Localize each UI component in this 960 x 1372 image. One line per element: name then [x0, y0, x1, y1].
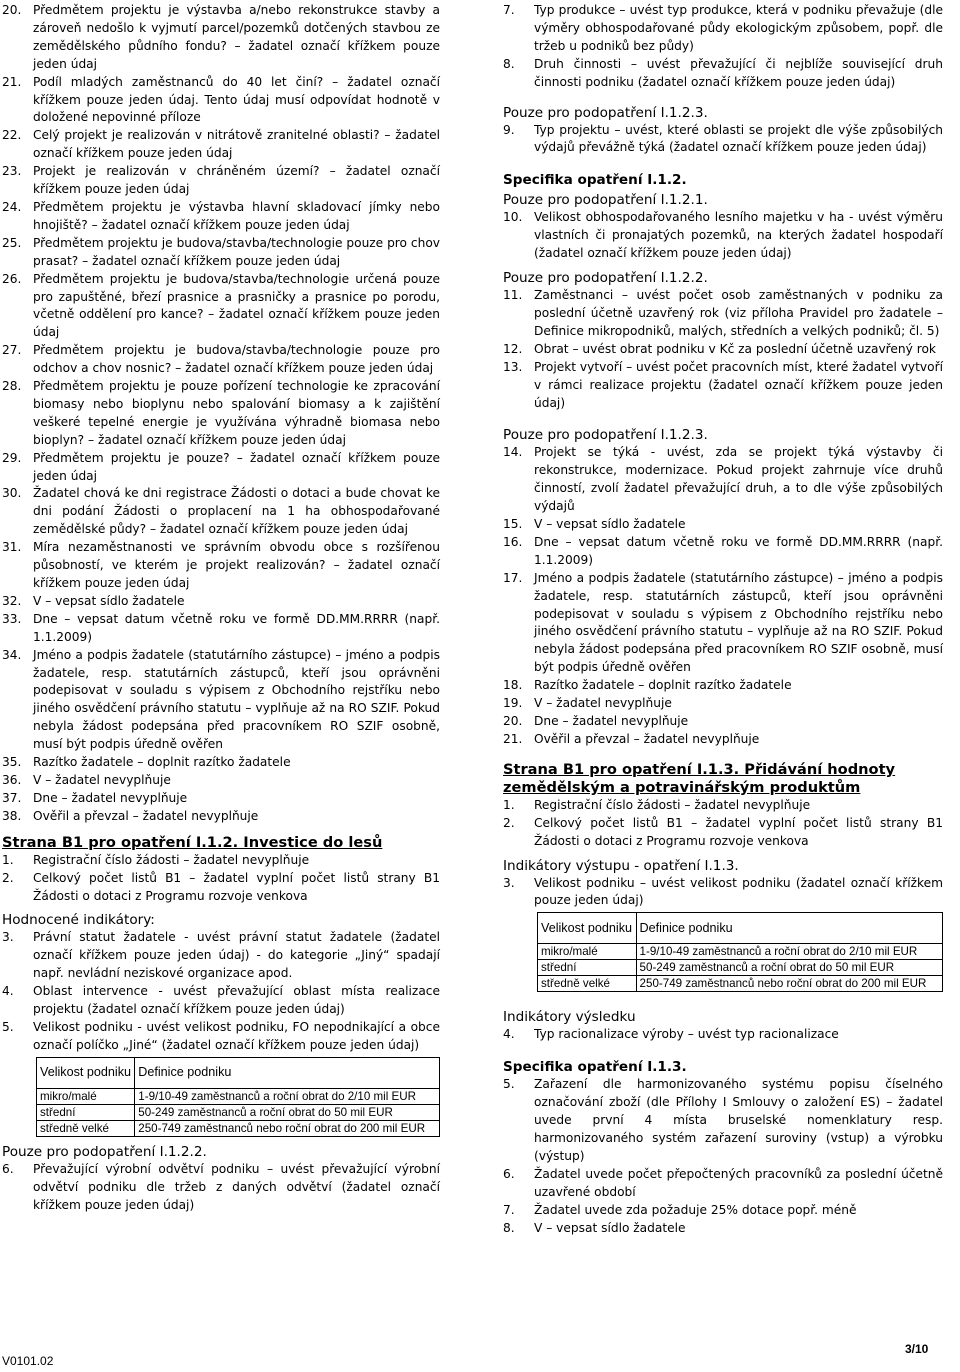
- item-text: Celý projekt je realizován v nitrátově zranitelné oblasti? – žadatel označí křížkem pouze jeden údaj: [33, 128, 440, 161]
- item-number: 7.: [503, 1202, 515, 1217]
- item-text: V – žadatel nevyplňuje: [534, 696, 672, 711]
- item-number: 9.: [503, 122, 515, 137]
- item-text: Velikost podniku – uvést velikost podniku (žadatel označí křížkem pouze jeden údaj): [534, 875, 943, 908]
- item-number: 6.: [2, 1161, 14, 1176]
- list-item: [2, 163, 440, 199]
- item-number: 16.: [503, 534, 523, 549]
- item-number: 4.: [2, 984, 14, 999]
- item-text: Předmětem projektu je budova/stavba/technologie pouze pro odchov a chov nosnic? – žadatel označí křížkem pouze jeden údaj: [33, 343, 440, 376]
- subheading-hodnocene: Hodnocené indikátory:: [2, 912, 155, 929]
- item-number: 27.: [2, 343, 22, 358]
- table-row: střední 50-249 zaměstnanců a roční obrat do 50 mil EUR: [538, 960, 943, 976]
- list-item: [503, 1220, 943, 1238]
- item-number: 33.: [2, 611, 22, 626]
- item-text: V – vepsat sídlo žadatele: [33, 593, 185, 608]
- subheading-1223: Pouze pro podopatření I.1.2.3.: [503, 104, 708, 121]
- item-number: 8.: [503, 56, 515, 71]
- list-item: [2, 74, 440, 128]
- item-text: V – vepsat sídlo žadatele: [534, 1220, 686, 1235]
- item-text: Ověřil a převzal – žadatel nevyplňuje: [534, 731, 760, 746]
- list-item: [2, 199, 440, 235]
- list-item: [2, 983, 440, 1019]
- page-number: 3/10: [905, 1342, 929, 1356]
- item-text: Celkový počet listů B1 – žadatel vyplní počet listů strany B1 Žádosti o dotaci z Programu rozvoje venkova: [33, 870, 440, 903]
- item-text: Druh činnosti – uvést převažující či nejblíže související druh činnosti podniku (žadatel označí křížkem pouze jeden údaj): [534, 56, 943, 89]
- item-number: 12.: [503, 341, 523, 356]
- item-text: Projekt se týká - uvést, zda se projekt týká výstavby či rekonstrukce, modernizace. Pokud projekt zahrnuje více druhů činností, zvolí žadatel převažující druh, a to dle výše způsobilých výdajů: [534, 445, 943, 514]
- item-text: Celkový počet listů B1 – žadatel vyplní počet listů strany B1 Žádosti o dotaci z Programu rozvoje venkova: [534, 815, 943, 848]
- list-item: [2, 127, 440, 163]
- instruction-list-b: [503, 122, 943, 158]
- item-text: Žadatel uvede zda požaduje 25% dotace popř. méně: [534, 1202, 857, 1217]
- item-number: 5.: [2, 1019, 14, 1034]
- list-item: [503, 731, 943, 749]
- item-number: 7.: [503, 3, 515, 17]
- list-item: [2, 593, 440, 611]
- item-number: 1.: [503, 797, 515, 812]
- item-number: 24.: [2, 199, 22, 214]
- list-item: [503, 516, 943, 534]
- list-item: [503, 444, 943, 516]
- list-item: [503, 695, 943, 713]
- instruction-list-e: [503, 444, 943, 748]
- item-text: Registrační číslo žádosti – žadatel nevyplňuje: [534, 797, 811, 812]
- company-size-table: [36, 1057, 440, 1137]
- table-row: střední 50-249 zaměstnanců a roční obrat do 50 mil EUR: [37, 1104, 440, 1120]
- item-text: Razítko žadatele – doplnit razítko žadatele: [33, 755, 291, 770]
- right-column: [503, 2, 943, 1237]
- list-item: [503, 815, 943, 851]
- item-text: Oblast intervence - uvést převažující oblast místa realizace projektu (žadatel označí křížkem pouze jeden údaj): [33, 984, 440, 1017]
- item-text: Dne – vepsat datum včetně roku ve formě DD.MM.RRRR (např. 1.1.2009): [534, 534, 943, 567]
- list-item: [503, 209, 943, 263]
- item-number: 20.: [2, 3, 22, 17]
- item-number: 10.: [503, 210, 523, 225]
- item-number: 4.: [503, 1027, 515, 1042]
- subheading-1222: Pouze pro podopatření I.1.2.2.: [2, 1143, 207, 1160]
- item-text: Ověřil a převzal – žadatel nevyplňuje: [33, 808, 259, 823]
- item-number: 6.: [503, 1166, 515, 1181]
- item-number: 26.: [2, 271, 22, 286]
- list-item: [503, 1202, 943, 1220]
- list-item: [503, 359, 943, 413]
- list-item: [503, 570, 943, 677]
- item-number: 37.: [2, 790, 22, 805]
- list-item: [2, 870, 440, 906]
- item-number: 34.: [2, 647, 22, 662]
- section-heading-b1-i12: Strana B1 pro opatření I.1.2. Investice do lesů: [2, 833, 383, 851]
- spec-heading-112: Specifika opatření I.1.2.: [503, 172, 687, 189]
- item-number: 5.: [503, 1077, 515, 1092]
- version-label: V0101.02: [2, 1354, 54, 1368]
- list-item: [503, 677, 943, 695]
- subheading-11223: Pouze pro podopatření I.1.2.3.: [503, 427, 708, 444]
- item-text: Zařazení dle harmonizovaného systému popisu číselného označování zboží (dle Přílohy I Smlouvy o založení ES) – žadatel uvede první 4 místa bruselské nomenklatury resp. harmonizovaného systém zařazení suroviny (vstup) a výrobku (výstup): [534, 1077, 943, 1163]
- item-number: 35.: [2, 755, 22, 770]
- table-row: středně velké 250-749 zaměstnanců nebo roční obrat do 200 mil EUR: [37, 1120, 440, 1136]
- item-text: Žadatel uvede počet přepočtených pracovníků za poslední účetně uzavřené období: [534, 1166, 943, 1199]
- item-text: Typ projektu – uvést, které oblasti se projekt dle výše způsobilých výdajů převážně týká (žadatel označí křížkem pouze jeden údaj): [534, 122, 943, 155]
- list-item: [503, 1076, 943, 1166]
- item-text: Velikost podniku - uvést velikost podniku, FO nepodnikající a obce označí políčko „Jiné“ (žadatel označí křížkem pouze jeden údaj): [33, 1019, 440, 1052]
- list-item: [2, 1161, 440, 1215]
- table-header-definition: Definice podniku: [636, 913, 942, 944]
- item-text: Velikost obhospodařovaného lesního majetku v ha - uvést výměru vlastních či pronajatých pozemků, na kterých žadatel hospodaří (žadatel označí křížkem pouze jeden údaj): [534, 210, 943, 261]
- instruction-list-f: [503, 797, 943, 851]
- item-text: Předmětem projektu je výstavba a/nebo rekonstrukce stavby a zároveň nedošlo k vyjmutí parcel/pozemků dotčených stavbou ze zemědělského půdního fondu? – žadatel označí křížkem pouze jeden údaj: [33, 3, 440, 71]
- item-text: Žadatel chová ke dni registrace Žádosti o dotaci a bude chovat ke dni podání Žádosti o proplacení na 1 ha obhospodařované zemědělské půdy? – žadatel označí křížkem pouze jeden údaj: [33, 486, 440, 537]
- item-number: 13.: [503, 359, 523, 374]
- list-item: [503, 122, 943, 158]
- list-item: [2, 611, 440, 647]
- instruction-list-h: [503, 1026, 943, 1044]
- item-text: Zaměstnanci – uvést počet osob zaměstnaných v podniku za poslední účetně uzavřený rok (viz příloha Pravidel pro žadatele – Definice mikropodniků, malých, středních a velkých podniků; čl. 5): [534, 288, 943, 338]
- list-item: [2, 2, 440, 74]
- item-number: 17.: [503, 570, 523, 585]
- item-number: 22.: [2, 128, 22, 143]
- list-item: [2, 342, 440, 378]
- item-text: Právní statut žadatele - uvést právní statut žadatele (žadatel označí křížkem pouze jeden údaj) - do kategorie „Jiný“ spadají např. nevládní neziskové organizace apod.: [33, 930, 440, 981]
- list-item: [2, 539, 440, 593]
- item-number: 1.: [2, 852, 14, 867]
- section-heading-b1-i13: Strana B1 pro opatření I.1.3. Přidávání hodnoty zemědělským a potravinářským produktům: [503, 760, 896, 796]
- item-text: Typ produkce – uvést typ produkce, která v podniku převažuje (dle výměry obhospodařované půdy ekologickým způsobem, popř. dle tržeb u podniků bez půdy): [534, 3, 943, 53]
- item-text: Razítko žadatele – doplnit razítko žadatele: [534, 678, 792, 693]
- item-text: Jméno a podpis žadatele (statutárního zástupce) – jméno a podpis žadatele, resp. statutárních zástupců, kteří jsou oprávněni podepisovat v souladu s výpisem z Obchodního rejstříku nebo jiného osvědčení právního statutu – vyplňuje až na RO SZIF. Pokud nebyla žádost podepsána před pracovníkem RO SZIF osobně, musí být podpis úředně ověřen: [33, 647, 440, 752]
- item-number: 21.: [2, 74, 22, 89]
- item-number: 8.: [503, 1220, 515, 1235]
- item-number: 11.: [503, 288, 523, 303]
- list-item: [503, 1026, 943, 1044]
- list-item: [2, 378, 440, 450]
- list-item: [2, 772, 440, 790]
- item-number: 36.: [2, 772, 22, 787]
- list-item: [503, 1166, 943, 1202]
- item-number: 3.: [503, 875, 515, 890]
- item-number: 30.: [2, 486, 22, 501]
- instruction-list-b: [2, 852, 440, 906]
- table-header-size: Velikost podniku: [538, 913, 637, 944]
- item-text: Registrační číslo žádosti – žadatel nevyplňuje: [33, 852, 310, 867]
- item-number: 19.: [503, 696, 523, 711]
- instruction-list-c: [503, 209, 943, 263]
- item-text: Dne – žadatel nevyplňuje: [534, 714, 689, 728]
- item-text: Míra nezaměstnanosti ve správním obvodu obce s rozšířenou působností, ve kterém je projekt realizován? – žadatel označí křížkem pouze jeden údaj: [33, 540, 440, 590]
- item-number: 21.: [503, 731, 523, 746]
- item-text: Předmětem projektu je budova/stavba/technologie pouze pro chov prasat? – žadatel označí křížkem pouze jeden údaj: [33, 235, 440, 268]
- list-item: [503, 341, 943, 359]
- list-item: [503, 875, 943, 911]
- list-item: [2, 754, 440, 772]
- instruction-list-d: [2, 1161, 440, 1215]
- subheading-11222: Pouze pro podopatření I.1.2.2.: [503, 270, 708, 287]
- item-number: 3.: [2, 930, 14, 945]
- list-item: [503, 56, 943, 92]
- table-row: mikro/malé 1-9/10-49 zaměstnanců a roční obrat do 2/10 mil EUR: [538, 944, 943, 960]
- item-text: Projekt vytvoří – uvést počet pracovních míst, které žadatel vytvoří v rámci realizace projektu (žadatel označí křížkem pouze jeden údaj): [534, 359, 943, 410]
- instruction-list-c: [2, 929, 440, 1054]
- item-text: Předmětem projektu je pouze pořízení technologie ke zpracování biomasy nebo bioplynu nebo spalování biomasy a k zajištění veškeré tepelné energie je využívána výhradně biomasa nebo bioplyn? – žadatel označí křížkem pouze jeden údaj: [33, 379, 440, 447]
- list-item: [2, 1019, 440, 1055]
- table-header-definition: Definice podniku: [135, 1057, 440, 1088]
- item-text: Typ racionalizace výroby – uvést typ racionalizace: [534, 1027, 839, 1042]
- list-item: [503, 287, 943, 341]
- list-item: [2, 790, 440, 808]
- list-item: [2, 929, 440, 983]
- item-number: 29.: [2, 450, 22, 465]
- instruction-list-i: [503, 1076, 943, 1237]
- instruction-list-d: [503, 287, 943, 412]
- item-text: Podíl mladých zaměstnanců do 40 let činí? – žadatel označí křížkem pouze jeden údaj. Tento údaj musí odpovídat hodnotě v doložené nepovinné příloze: [33, 74, 440, 125]
- left-column: [2, 2, 440, 1214]
- item-text: Převažující výrobní odvětví podniku – uvést převažující výrobní odvětví podniku dle tržeb z daných odvětví (žadatel označí křížkem pouze jeden údaj): [33, 1161, 440, 1212]
- item-text: V – vepsat sídlo žadatele: [534, 517, 686, 532]
- list-item: [2, 235, 440, 271]
- item-number: 23.: [2, 164, 22, 179]
- list-item: [503, 713, 943, 731]
- item-number: 14.: [503, 445, 523, 460]
- list-item: [2, 450, 440, 486]
- item-number: 2.: [503, 815, 515, 830]
- item-number: 31.: [2, 540, 22, 555]
- instruction-list-a: [503, 2, 943, 92]
- instruction-list-g: [503, 875, 943, 911]
- subheading-vysledku: Indikátory výsledku: [503, 1009, 636, 1026]
- item-number: 32.: [2, 593, 22, 608]
- company-size-table: [537, 912, 943, 992]
- item-text: V – žadatel nevyplňuje: [33, 772, 171, 787]
- item-text: Projekt je realizován v chráněném území? – žadatel označí křížkem pouze jeden údaj: [33, 164, 440, 197]
- item-text: Předmětem projektu je pouze? – žadatel označí křížkem pouze jeden údaj: [33, 450, 440, 483]
- table-header-size: Velikost podniku: [37, 1057, 135, 1088]
- item-number: 38.: [2, 808, 22, 823]
- item-text: Předmětem projektu je budova/stavba/technologie určená pouze pro zapuštěné, březí prasnice a prasničky a prasnice po porodu, včetně oddělení pro kance? – žadatel označí křížkem pouze jeden údaj: [33, 271, 440, 340]
- item-text: Předmětem projektu je výstavba hlavní skladovací jímky nebo hnojiště? – žadatel označí křížkem pouze jeden údaj: [33, 199, 440, 232]
- list-item: [2, 808, 440, 826]
- subheading-vystup: Indikátory výstupu - opatření I.1.3.: [503, 857, 739, 874]
- list-item: [503, 2, 943, 56]
- item-text: Jméno a podpis žadatele (statutárního zástupce) – jméno a podpis žadatele, resp. statutárních zástupců, kteří jsou oprávněni podepisovat v souladu s výpisem z Obchodního rejstříku nebo jiného osvědčení právního statutu – vyplňuje až na RO SZIF. Pokud nebyla žádost podepsána před pracovníkem RO SZIF osobně, musí být podpis úředně ověřen: [534, 570, 943, 675]
- subheading-11221: Pouze pro podopatření I.1.2.1.: [503, 192, 708, 209]
- item-number: 25.: [2, 235, 22, 250]
- item-number: 20.: [503, 714, 523, 728]
- instruction-list-a: [2, 2, 440, 826]
- item-number: 18.: [503, 678, 523, 693]
- item-text: Dne – vepsat datum včetně roku ve formě DD.MM.RRRR (např. 1.1.2009): [33, 611, 440, 644]
- item-text: Obrat – uvést obrat podniku v Kč za poslední účetně uzavřený rok: [534, 341, 936, 356]
- list-item: [503, 534, 943, 570]
- item-text: Dne – žadatel nevyplňuje: [33, 790, 188, 805]
- list-item: [2, 647, 440, 754]
- item-number: 28.: [2, 379, 22, 394]
- spec-heading-113: Specifika opatření I.1.3.: [503, 1059, 687, 1076]
- item-number: 2.: [2, 870, 14, 885]
- list-item: [2, 271, 440, 343]
- table-row: středně velké 250-749 zaměstnanců nebo roční obrat do 200 mil EUR: [538, 976, 943, 992]
- table-row: mikro/malé 1-9/10-49 zaměstnanců a roční obrat do 2/10 mil EUR: [37, 1088, 440, 1104]
- list-item: [2, 485, 440, 539]
- list-item: [2, 852, 440, 870]
- item-number: 15.: [503, 517, 523, 532]
- list-item: [503, 797, 943, 815]
